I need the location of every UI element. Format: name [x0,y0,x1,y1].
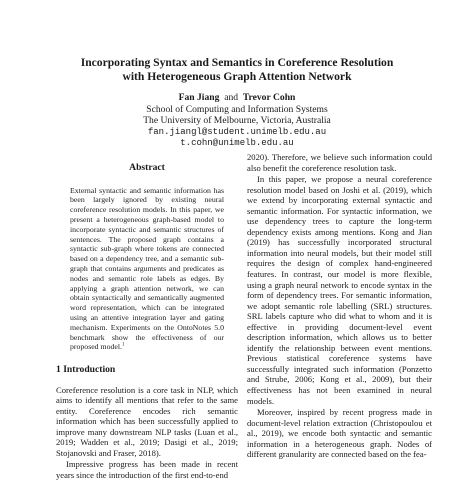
footnote-mark: 1 [121,342,125,348]
affiliation-line-2: The University of Melbourne, Victoria, Australia [143,115,331,127]
title-line-1: Incorporating Syntax and Semantics in Coreference Resolution [80,56,394,69]
abstract-text: External syntactic and semantic information has been largely ignored by existing neural coreference resolution models. In this paper, we present a heterogeneous graph-based model to incorporate syntactic and semantic structures of sentences. The proposed graph contains a syntactic sub-graph where tokens are connected based on a dependency tree, and a semantic sub-graph that contains arguments and predicates as nodes and semantic role labels as edges. By applying a graph attention network, we can obtain syntactically and semantically augmented word representation, which can be integrated using an attentive integration layer and gating mechanism. Experiments on the OntoNotes 5.0 benchmark show the effectiveness of our proposed model. [70,185,224,352]
left-column [56,152,238,481]
title-line-2: with Heterogeneous Graph Attention Network [122,70,352,83]
right-paragraph-0: 2020). Therefore, we believe such information could also benefit the coreference resolution task. [247,152,432,173]
paper-title [40,56,434,84]
section-heading-introduction: 1 Introduction [56,364,116,376]
author-1: Fan Jiang [178,92,220,103]
abstract-heading: Abstract [129,162,165,173]
affiliation-line-1: School of Computing and Information Systems [146,103,328,115]
author-conjunction: and [224,92,239,103]
email-1: fan.jiangl@student.unimelb.edu.au [147,126,327,137]
author-block [40,92,434,150]
intro-paragraph-1: Coreference resolution is a core task in NLP, which aims to identify all mentions that refer to the same entity. Coreference encodes rich semantic information which has been successfully applied to improve many downstream NLP tasks (Luan et al., 2019; Wadden et al., 2019; Dasigi et al., 2019; Stojanovski and Fraser, 2018). [56,384,238,458]
abstract-body [56,186,238,353]
email-2: t.cohn@unimelb.edu.au [180,138,294,149]
right-paragraph-1: In this paper, we propose a neural coreference resolution model based on Joshi et al. (2019), which we extend by incorporating external syntactic and semantic information. For syntactic information, we use dependency trees to capture the long-term dependency exists among mentions. Kong and Jian (2019) has successfully incorporated structural information into neural models, but their model still requires the design of complex hand-engineered features. In contrast, our model is more flexible, using a graph neural network to encode syntax in the form of dependency trees. For semantic information, we adopt semantic role labelling (SRL) structures. SRL labels capture who did what to whom and it is effective in providing document-level event description information, which allows us to better identify the relationship between event mentions. Previous statistical coreference systems have successfully integrated such information (Ponzetto and Strube, 2006; Kong et al., 2009), but their effectiveness has not been examined in neural models. [247,174,432,406]
intro-paragraph-2: Impressive progress has been made in recent years since the introduction of the first end-to-end [56,459,238,481]
right-column [247,152,432,460]
author-2: Trevor Cohn [242,92,296,103]
author-names [40,92,434,104]
right-paragraph-2: Moreover, inspired by recent progress made in document-level relation extraction (Christopoulou et al., 2019), we encode both syntactic and semantic information in a heterogeneous graph. Nodes of different granularity are connected based on the fea- [247,407,432,460]
